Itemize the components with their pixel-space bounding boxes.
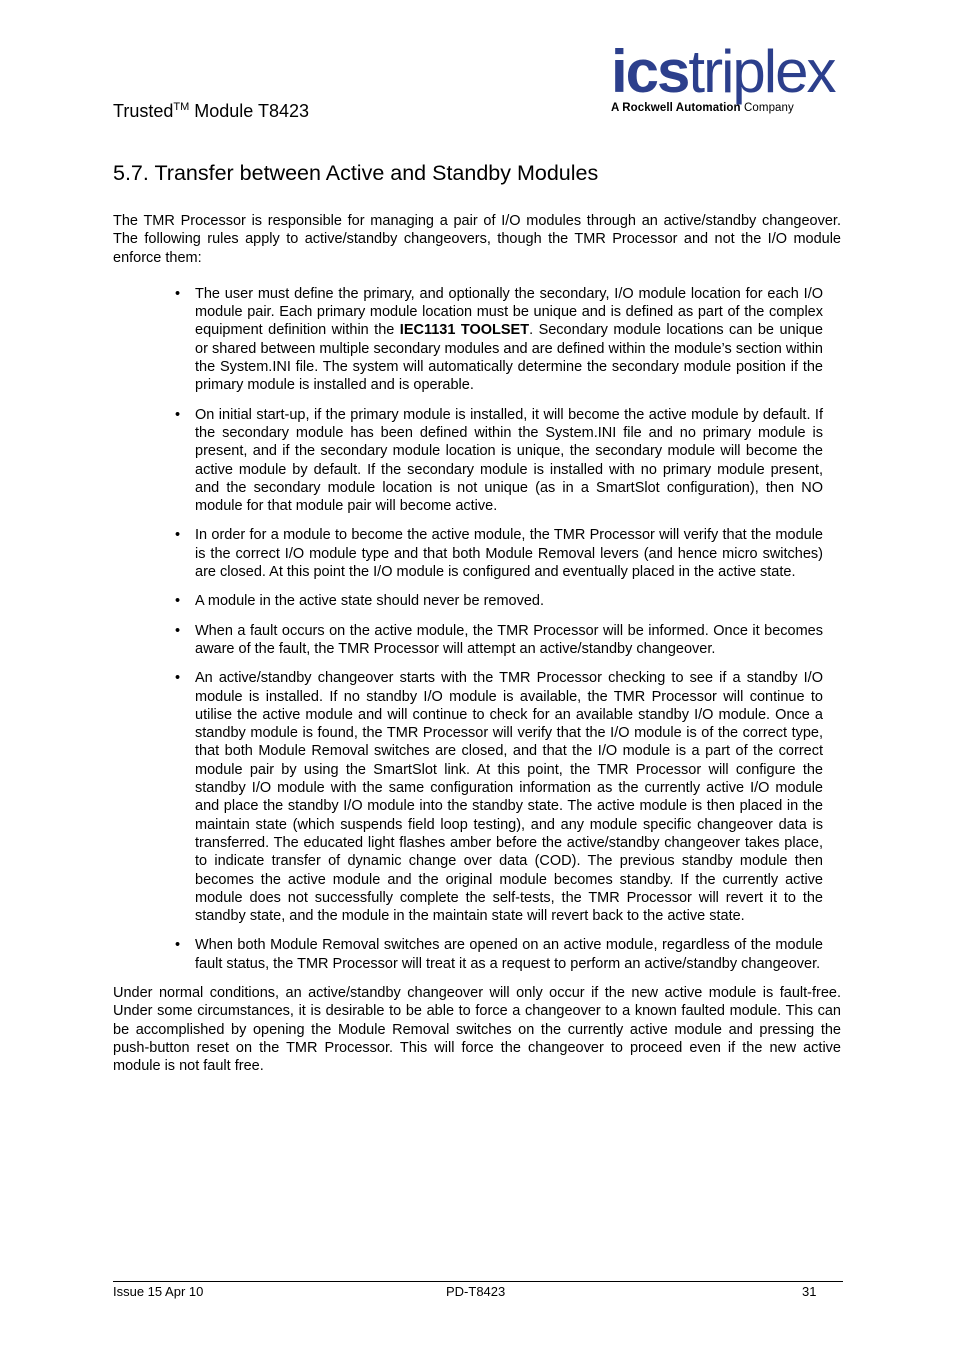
logo-triplex: triplex: [688, 38, 835, 105]
closing-paragraph: Under normal conditions, an active/standby changeover will only occur if the new active module is fault-free. Under some circumstances, it is desirable to be able to force a changeover to a known faulted module. This can be accomplished by opening the Module Removal switches on the currently active module and pressing the push-button reset on the TMR Processor. This will force the changeover to proceed even if the new active module is not fault free.: [113, 984, 841, 1075]
logo-ics: ics: [611, 38, 689, 105]
footer-document-id: PD-T8423: [446, 1284, 506, 1299]
footer-page-number: 31: [802, 1284, 817, 1299]
rule-text: A module in the active state should never be removed.: [195, 593, 545, 610]
bullet-icon: •: [175, 527, 181, 544]
bullet-icon: •: [175, 622, 181, 639]
rule-bold-text: IEC1131 TOOLSET: [399, 322, 530, 339]
list-item: [173, 406, 823, 516]
bullet-icon: •: [175, 593, 181, 610]
intro-paragraph: The TMR Processor is responsible for managing a pair of I/O modules through an active/standby changeover. The following rules apply to active/standby changeovers, though the TMR Processor and not the I/O module enforce them:: [113, 213, 841, 266]
logo-tagline-company: Company: [743, 102, 794, 114]
module-name: Module T8423: [194, 101, 310, 121]
ics-triplex-logo: [611, 38, 843, 114]
rule-text: On initial start-up, if the primary module is installed, it will become the active module by default. If the secondary module has been defined within the System.INI file and no primary module is present, and if the secondary module location is unique, the secondary module will become the active module by default. If the secondary module is installed with no primary module present, and the secondary module location is not unique (as in a SmartSlot configuration), then NO module for that module pair will become active.: [195, 406, 823, 515]
section-heading: 5.7. Transfer between Active and Standby Modules: [113, 161, 599, 185]
list-item: [173, 592, 823, 610]
list-item: [173, 936, 823, 973]
rules-list: [113, 285, 823, 973]
section-body: [113, 212, 841, 1093]
document-title: [113, 101, 309, 122]
list-item: [173, 526, 823, 581]
rule-text: An active/standby changeover starts with the TMR Processor checking to see if a standby I/O module is installed. If no standby I/O module is available, the TMR Processor will continue to utilise the active module and will continue to check for an available standby I/O module. Once a standby module is found, the TMR Processor will verify that the I/O module is of the correct type, that both Module Removal switches are closed, and that the I/O module is a part of the correct module pair by using the SmartSlot link. At this point, the TMR Processor will configure the standby I/O module with the same configuration information as the currently active I/O module and place the standby I/O module into the standby state. The active module is then placed in the maintain state (which suspends field loop testing), and any module specific changeover data is transferred. The educated light flashes amber before the active/standby changeover takes place, to indicate transfer of dynamic change over data (COD). The previous standby module then becomes the active module and the original module becomes standby. If the currently active module does not successfully complete the self-tests, the TMR Processor will revert it to the standby state, and the module in the maintain state will revert back to the active state.: [195, 670, 823, 925]
bullet-icon: •: [175, 285, 181, 302]
product-name: Trusted: [113, 101, 174, 121]
rule-text: When a fault occurs on the active module, the TMR Processor will be informed. Once it becomes aware of the fault, the TMR Processor will attempt an active/standby changeover.: [195, 622, 823, 657]
rule-text-continued: . Secondary module locations can be unique or shared between multiple secondary modules and are defined within the module’s section within the System.INI file. The system will automatically determine the secondary module position if the primary module is installed and is operable.: [195, 322, 823, 394]
rule-text: The user must define the primary, and optionally the secondary, I/O module location for each I/O module pair. Each primary module location must be unique and is defined as part of the complex equipment definition within the: [195, 285, 823, 339]
rule-text: In order for a module to become the active module, the TMR Processor will verify that the module is the correct I/O module type and that both Module Removal levers (and hence micro switches) are closed. At this point the I/O module is configured and eventually placed in the active state.: [195, 527, 823, 581]
logo-tagline-main: A Rockwell Automation: [611, 102, 741, 114]
bullet-icon: •: [175, 406, 181, 423]
trademark-mark: TM: [173, 101, 190, 113]
list-item: [173, 622, 823, 659]
bullet-icon: •: [175, 670, 181, 687]
logo-wordmark: [611, 38, 843, 105]
bullet-icon: •: [175, 937, 181, 954]
footer-divider: [113, 1281, 843, 1282]
footer-issue: Issue 15 Apr 10: [113, 1284, 204, 1299]
list-item: [173, 285, 823, 395]
list-item: [173, 669, 823, 925]
rule-text: When both Module Removal switches are opened on an active module, regardless of the module fault status, the TMR Processor will treat it as a request to perform an active/standby changeover.: [195, 937, 823, 972]
